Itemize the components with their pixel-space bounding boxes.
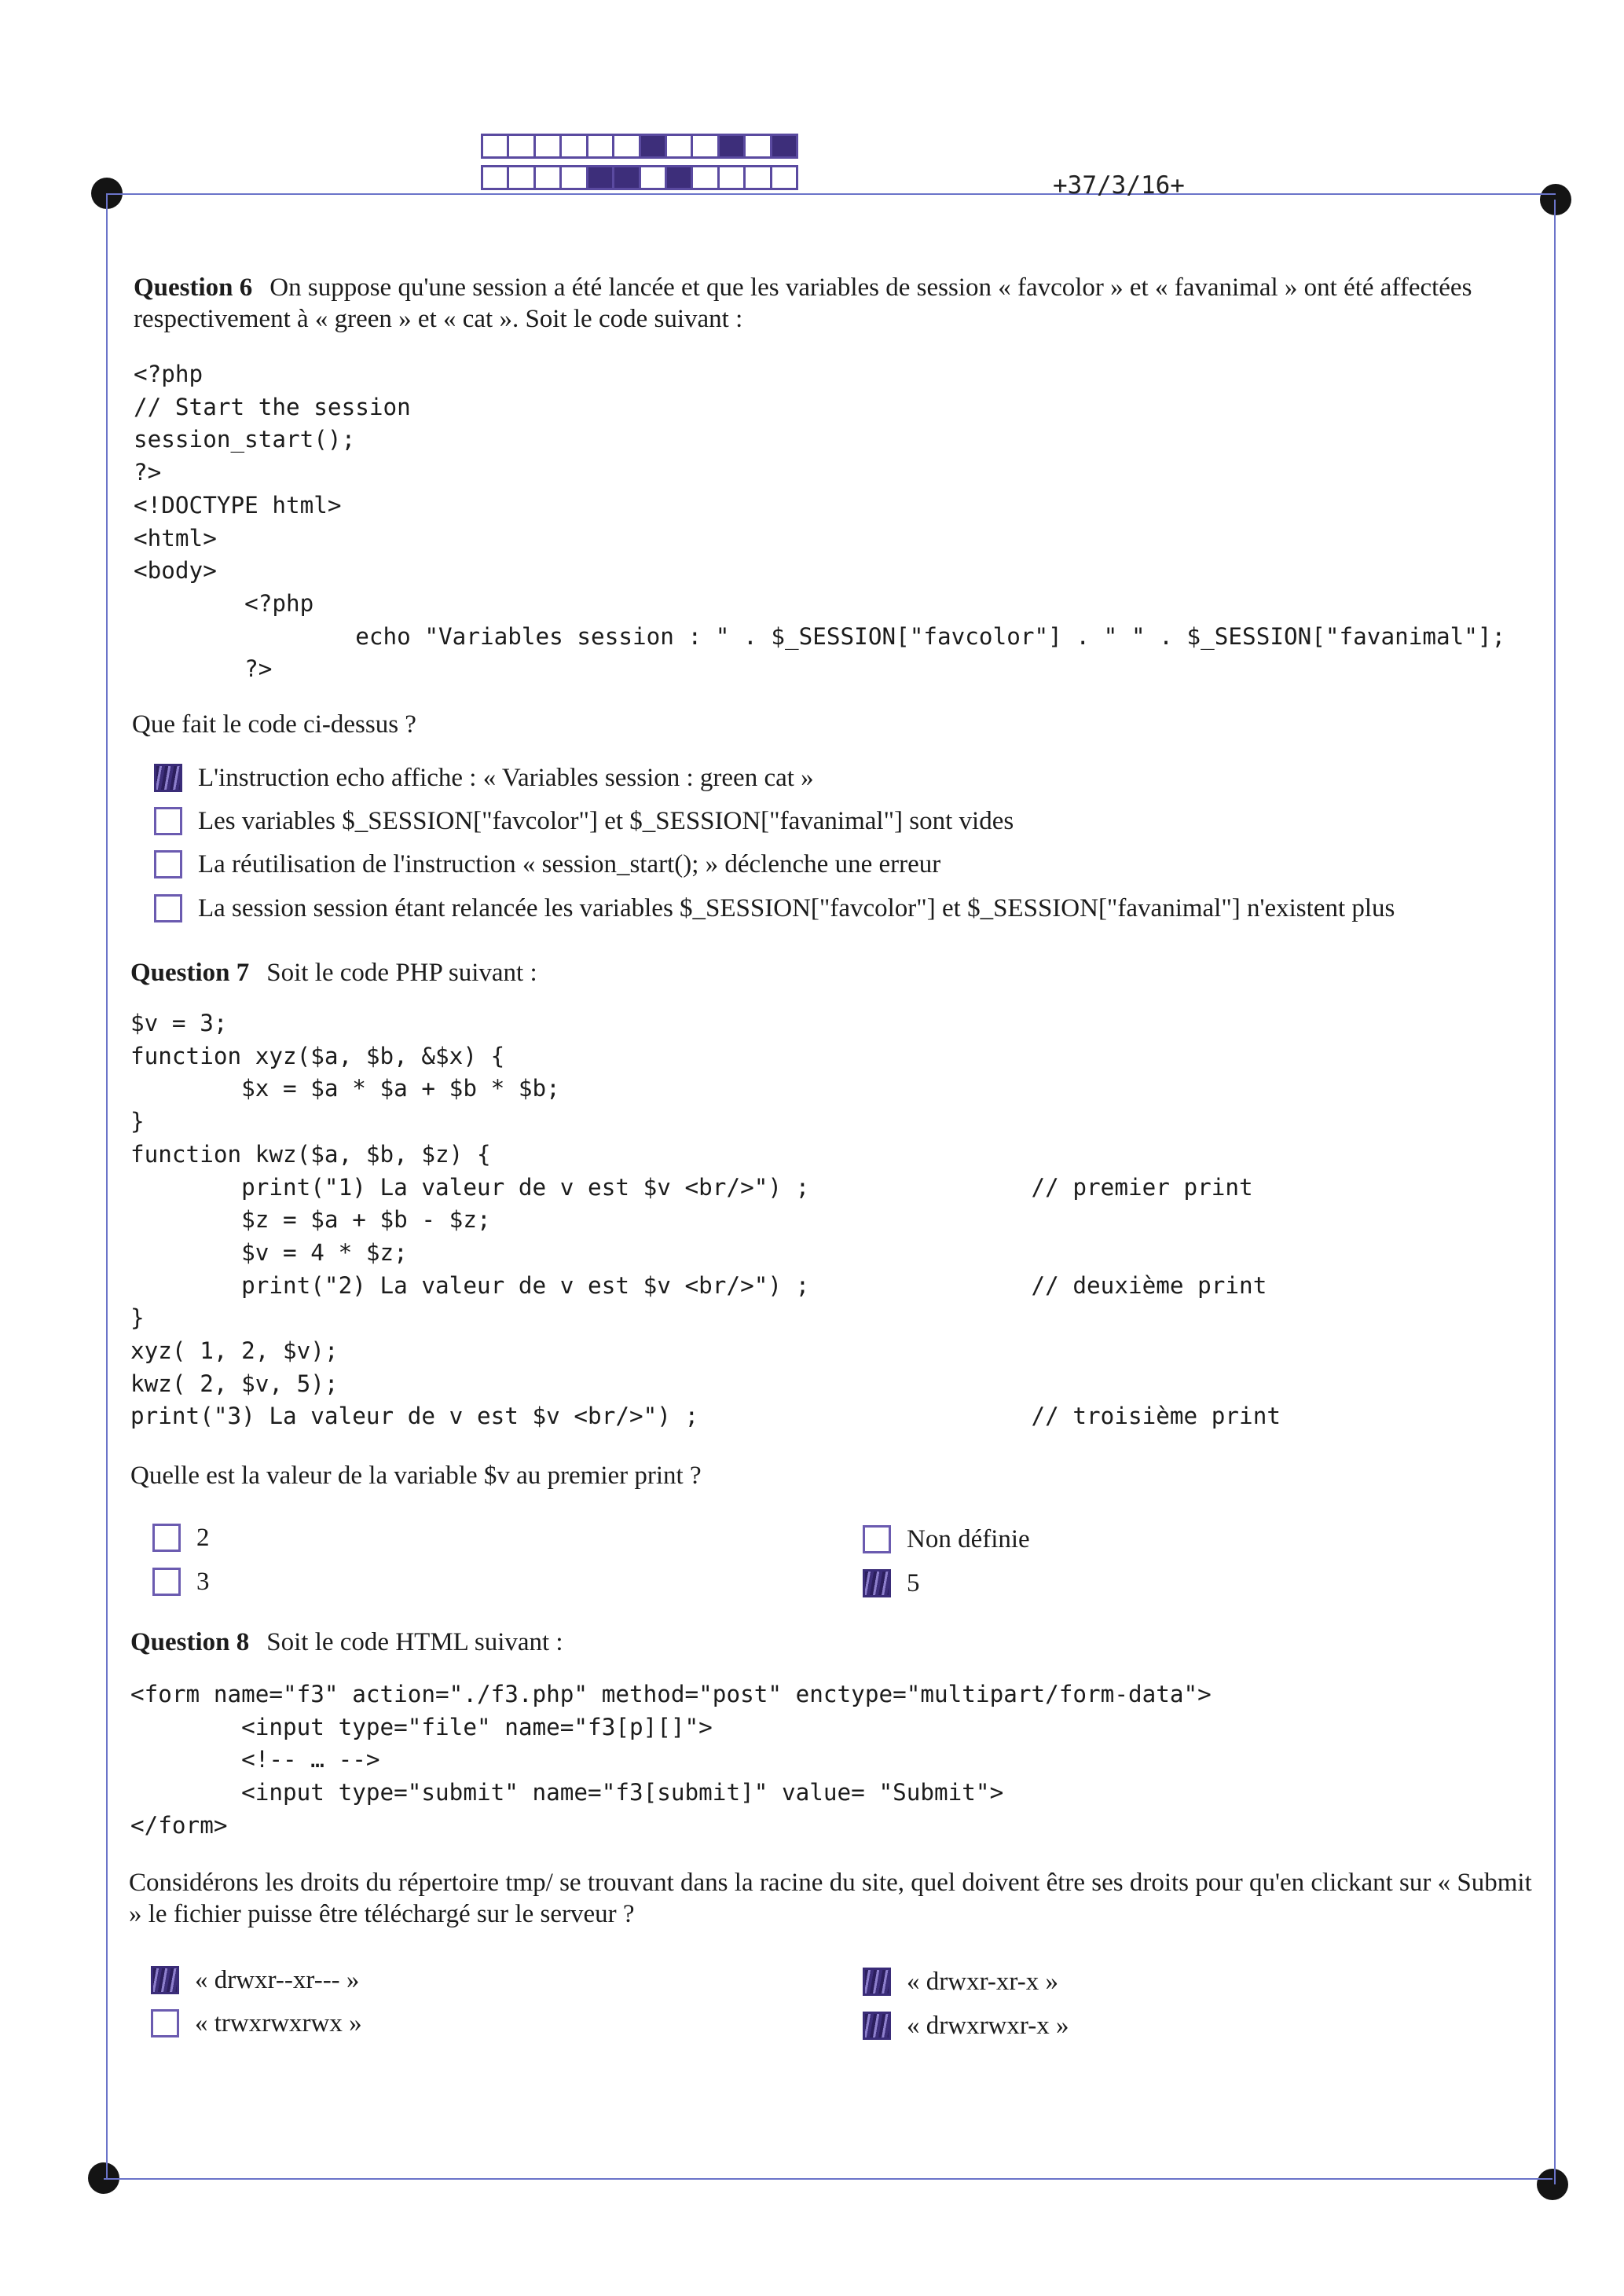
code-cell — [483, 136, 509, 156]
code-cell — [614, 136, 640, 156]
q6-option-4-checkbox[interactable] — [154, 894, 182, 922]
q7-option-3-label: Non définie — [907, 1525, 1030, 1553]
q8-option-2-label: « trwxrwxrwx » — [195, 2009, 362, 2037]
code-cell — [746, 167, 772, 188]
code-cell — [746, 136, 772, 156]
question-6-code: <?php // Start the session session_start(); ?> <!DOCTYPE html> <html> <body> <?php echo "Variables session : " . $_SESSION["favcolor"] . " " . $_SESSION["favanimal"]; ?> — [134, 361, 1506, 683]
q6-option-2-label: Les variables $_SESSION["favcolor"] et $_SESSION["favanimal"] sont vides — [198, 807, 1014, 835]
code-cell — [562, 167, 588, 188]
code-cell — [614, 167, 640, 188]
q7-option-2-label: 3 — [196, 1568, 210, 1596]
registration-mark-bottom-right — [1537, 2169, 1568, 2200]
question-7-code: $v = 3; function xyz($a, $b, &$x) { $x = $a * $a + $b * $b; } function kwz($a, $b, $z) { print("1) La valeur de v est $v <br/>") ; // premier print $z = $a + $b - $z; $v = 4 * $z; print("2) La valeur de v est $v <br/>") ; // deuxième print } xyz( 1, 2, $v); kwz( 2, $v, 5); print("3) La valeur de v est $v <br/>") ; // troisième print — [130, 1010, 1281, 1430]
code-cell — [483, 167, 509, 188]
q7-option-3[interactable] — [863, 1524, 1030, 1555]
header-code-row-1 — [481, 134, 798, 159]
code-cell — [509, 167, 535, 188]
code-cell — [720, 167, 746, 188]
question-8-text: Soit le code HTML suivant : — [266, 1628, 563, 1656]
q8-option-2[interactable] — [151, 2008, 362, 2039]
page-id: +37/3/16+ — [1053, 171, 1185, 200]
code-cell — [693, 167, 719, 188]
q6-option-1-checkbox[interactable] — [154, 764, 182, 792]
question-8-code: <form name="f3" action="./f3.php" method="post" enctype="multipart/form-data"> <input type="file" name="f3[p][]"> <!-- … --> <input type="submit" name="f3[submit]" value= "Submit"> </form> — [130, 1681, 1212, 1839]
q7-option-4[interactable] — [863, 1568, 920, 1599]
q7-option-2-checkbox[interactable] — [152, 1568, 181, 1596]
question-6-label: Question 6 — [134, 273, 253, 302]
q7-option-1-label: 2 — [196, 1524, 210, 1552]
q6-option-2[interactable] — [154, 805, 1014, 837]
code-cell — [693, 136, 719, 156]
question-6-header — [134, 272, 1532, 335]
q6-option-4-label: La session session étant relancée les variables $_SESSION["favcolor"] et $_SESSION["favanimal"] n'existent plus — [198, 894, 1395, 922]
code-cell — [720, 136, 746, 156]
question-8-prompt: Considérons les droits du répertoire tmp/ se trouvant dans la racine du site, quel doivent être ses droits pour qu'en clickant sur « Submit » le fichier puisse être téléchargé sur le serveur ? — [129, 1869, 1532, 1928]
code-cell — [667, 136, 693, 156]
registration-mark-top-right — [1540, 184, 1571, 215]
q8-option-4-label: « drwxrwxr-x » — [907, 2012, 1069, 2040]
frame-left-line — [106, 193, 108, 2180]
code-cell — [772, 167, 796, 188]
q8-option-4[interactable] — [863, 2010, 1069, 2041]
q6-option-1-label: L'instruction echo affiche : « Variables session : green cat » — [198, 764, 814, 792]
question-6-prompt: Que fait le code ci-dessus ? — [132, 710, 416, 739]
question-7-prompt: Quelle est la valeur de la variable $v au premier print ? — [130, 1462, 702, 1490]
q7-option-1-checkbox[interactable] — [152, 1524, 181, 1552]
q8-option-1-label: « drwxr--xr--- » — [195, 1966, 360, 1994]
header-code-row-2 — [481, 165, 798, 190]
q8-option-3-label: « drwxr-xr-x » — [907, 1968, 1058, 1996]
frame-bottom-line — [104, 2178, 1553, 2180]
code-cell — [562, 136, 588, 156]
q6-option-1[interactable] — [154, 762, 814, 794]
q6-option-2-checkbox[interactable] — [154, 807, 182, 835]
question-7-header — [130, 957, 1529, 988]
q8-option-3-checkbox[interactable] — [863, 1968, 891, 1996]
q8-option-3[interactable] — [863, 1966, 1058, 1997]
code-cell — [509, 136, 535, 156]
code-cell — [772, 136, 796, 156]
q7-option-3-checkbox[interactable] — [863, 1525, 891, 1553]
code-cell — [536, 167, 562, 188]
code-cell — [641, 167, 667, 188]
code-cell — [588, 167, 614, 188]
q8-option-1-checkbox[interactable] — [151, 1966, 179, 1994]
q7-option-2[interactable] — [152, 1566, 210, 1597]
frame-right-line — [1554, 200, 1556, 2184]
q8-option-2-checkbox[interactable] — [151, 2009, 179, 2037]
code-cell — [588, 136, 614, 156]
question-8-label: Question 8 — [130, 1628, 250, 1656]
question-8-header — [130, 1627, 1529, 1658]
code-cell — [667, 167, 693, 188]
q6-option-3[interactable] — [154, 849, 940, 880]
q7-option-4-label: 5 — [907, 1569, 920, 1597]
question-6-text: On suppose qu'une session a été lancée et que les variables de session « favcolor » et « favanimal » ont été affectées respectivement à « green » et « cat ». Soit le code suivant : — [134, 273, 1472, 333]
q7-option-1[interactable] — [152, 1522, 210, 1553]
code-cell — [536, 136, 562, 156]
question-7-label: Question 7 — [130, 959, 250, 987]
q8-option-1[interactable] — [151, 1964, 359, 1996]
q7-option-4-checkbox[interactable] — [863, 1569, 891, 1597]
q8-option-4-checkbox[interactable] — [863, 2012, 891, 2040]
question-7-text: Soit le code PHP suivant : — [266, 959, 537, 987]
q6-option-3-checkbox[interactable] — [154, 850, 182, 878]
code-cell — [641, 136, 667, 156]
q6-option-3-label: La réutilisation de l'instruction « session_start(); » déclenche une erreur — [198, 850, 941, 878]
q6-option-4[interactable] — [154, 893, 1395, 924]
frame-top-line — [107, 193, 1556, 195]
